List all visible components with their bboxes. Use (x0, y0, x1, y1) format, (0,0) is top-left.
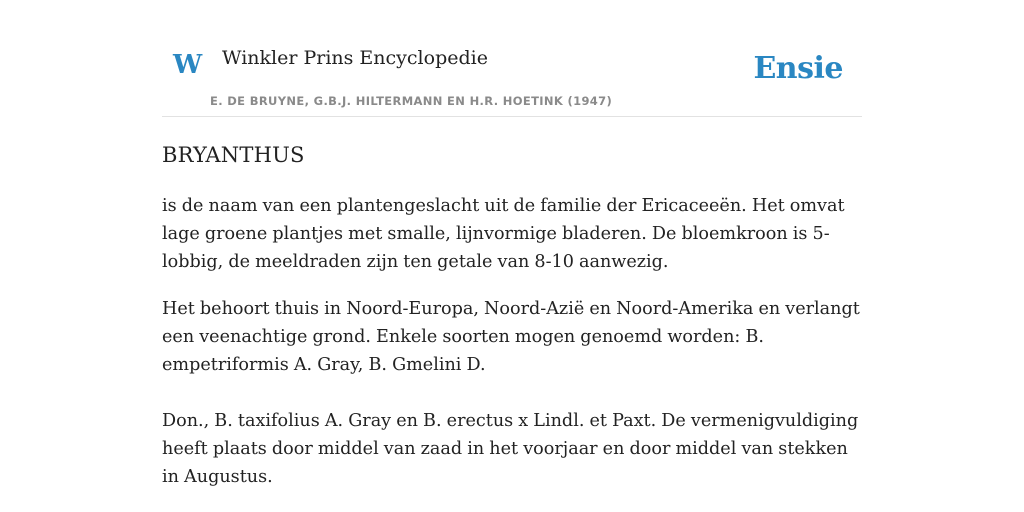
ensie-brand-link[interactable]: Ensie (753, 51, 843, 86)
article-paragraph-3: Don., B. taxifolius A. Gray en B. erectus x Lindl. et Paxt. De vermenigvuldiging heeft plaats door middel van zaad in het voorjaar en door middel van stekken in Augustus. (162, 411, 859, 487)
article (162, 140, 862, 491)
article-paragraph-2: Het behoort thuis in Noord-Europa, Noord-Azië en Noord-Amerika en verlangt een veenachtige grond. Enkele soorten mogen genoemd worden: B. empetriformis A. Gray, B. Gmelini D. (162, 299, 860, 375)
page-header (162, 0, 862, 117)
entry-title: BRYANTHUS (162, 143, 305, 167)
article-paragraph-1: is de naam van een plantengeslacht uit de familie der Ericaceeën. Het omvat lage groene plantjes met smalle, lijnvormige bladeren. De bloemkroon is 5-lobbig, de meeldraden zijn ten getale van 8-10 aanwezig. (162, 196, 845, 272)
winkler-prins-logo-icon: W (173, 50, 203, 80)
publication-authors: E. DE BRUYNE, G.B.J. HILTERMANN EN H.R. HOETINK (1947) (210, 94, 613, 108)
publication-title[interactable]: Winkler Prins Encyclopedie (222, 47, 488, 69)
